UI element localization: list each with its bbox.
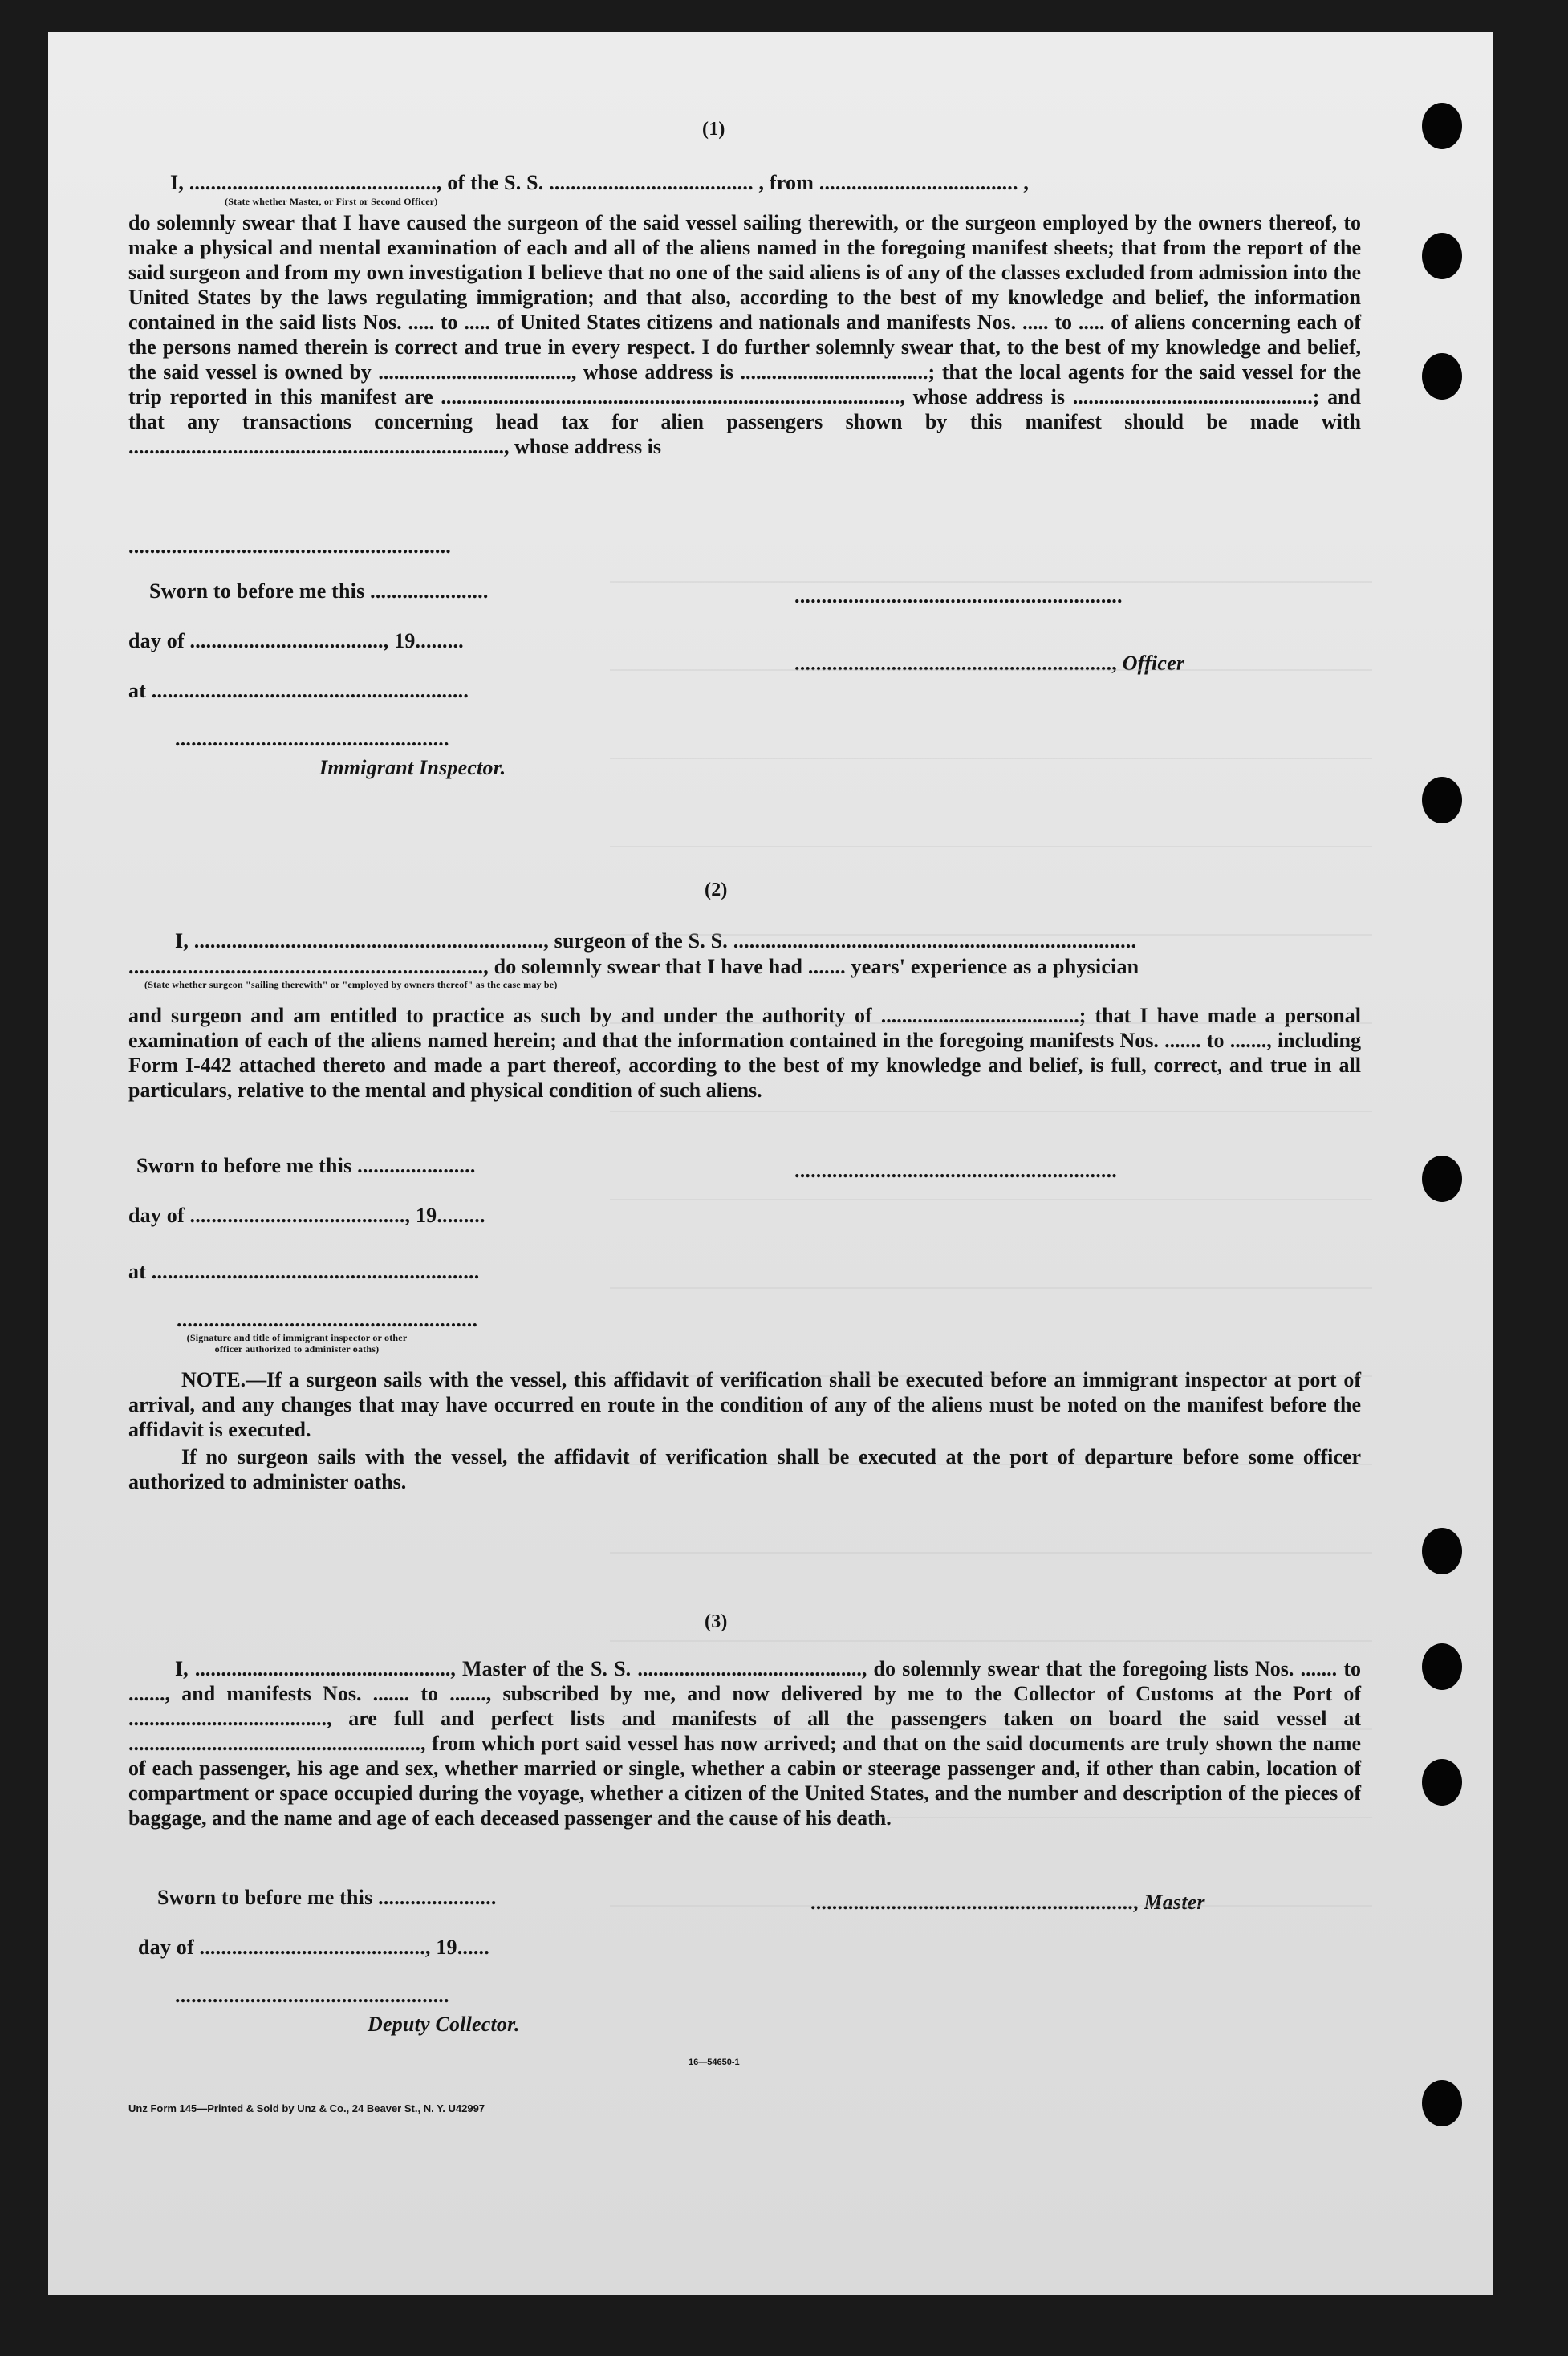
binder-hole: [1422, 777, 1462, 823]
section2-body: and surgeon and am entitled to practice as such by and under the authority of ......................................; that I have made a personal examination of each of the aliens named herein; and that the information contained in the foregoing manifests Nos. ....... to ......., including Form I-442 attached thereto and made a part thereof, according to the best of my knowledge and belief, is full, correct, and true in all particulars, relative to the mental and physical condition of such aliens.: [128, 1004, 1361, 1102]
form-code: 16—54650-1: [689, 2057, 740, 2067]
manifest-page: [48, 32, 1493, 2295]
bleed-through: [610, 546, 1372, 1990]
section1-sworn: Sworn to before me this ......................: [149, 579, 489, 603]
immigrant-inspector-label: Immigrant Inspector.: [319, 756, 506, 779]
no-surgeon-note-paragraph: If no surgeon sails with the vessel, the affidavit of verification shall be executed at the port of departure before some officer authorized to administer oaths.: [128, 1445, 1361, 1493]
printer-footer: Unz Form 145—Printed & Sold by Unz & Co., 24 Beaver St., N. Y. U42997: [128, 2102, 485, 2114]
surgeon-sworn-signature-line: ............................................................: [794, 1159, 1117, 1182]
section1-day: day of ...................................., 19.........: [128, 629, 464, 652]
officer-note: (State whether Master, or First or Second Officer): [225, 196, 438, 207]
binder-hole: [1422, 1528, 1462, 1574]
binder-hole: [1422, 103, 1462, 149]
master-signature: ............................................................, Master: [810, 1891, 1205, 1914]
section2-day: day of ........................................, 19.........: [128, 1204, 485, 1227]
binder-hole: [1422, 353, 1462, 400]
collector-signature-line: ...................................................: [175, 1984, 449, 2007]
officer-signature: ..........................................................., Officer: [794, 652, 1185, 675]
surgeon-note-paragraph: NOTE.—If a surgeon sails with the vessel, this affidavit of verification shall be executed before an immigrant inspector at port of arrival, and any changes that may have occurred en route in the condition of any of the aliens must be noted on the manifest before the affidavit is executed.: [128, 1368, 1361, 1441]
section2-line1: I, ................................................................., surgeon of the S. S. ...........................................................................: [175, 929, 1137, 953]
section1-at: at ...........................................................: [128, 679, 469, 702]
binder-hole: [1422, 1759, 1462, 1806]
section3-body: I, ................................................., Master of the S. S. ..........................................., do solemnly swear that the foregoing lists Nos. ....... to ......., and manifests Nos. ....... to ......., subscribed by me, and now delivered by me to the Collector of Customs at the Port of ......................................, are full and perfect lists and manifests of all the passengers taken on board the said vessel at ........................................................, from which port said vessel has now arrived; and that on the said documents are truly shown the name of each passenger, his age and sex, whether married or single, whether a cabin or steerage passenger and, if other than cabin, location of compartment or space occupied during the voyage, whether a citizen of the United States, and the number and description of the pieces of baggage, and the name and age of each deceased passenger and the cause of his death.: [128, 1657, 1361, 1830]
dotted-rule: ............................................................: [128, 534, 451, 558]
section2-number: (2): [705, 879, 728, 900]
inspector-signature-line: ...................................................: [175, 727, 449, 750]
section2-at: at .............................................................: [128, 1260, 480, 1283]
section1-line1: I, .............................................., of the S. S. ...................................... , from ..................................... ,: [170, 171, 1030, 194]
section2-line2: .................................................................., do solemnly swear that I have had ....... years' experience as a physician: [128, 955, 1139, 978]
officer-signature-line: .............................................................: [794, 584, 1123, 607]
binder-hole: [1422, 233, 1462, 279]
binder-hole: [1422, 1643, 1462, 1690]
binder-hole: [1422, 1156, 1462, 1202]
section2-signature-line: ........................................................: [177, 1308, 478, 1331]
binder-hole: [1422, 2080, 1462, 2126]
section3-day: day of .........................................., 19......: [138, 1936, 489, 1959]
surgeon-note: (State whether surgeon "sailing therewith" or "employed by owners thereof" as the case may be): [144, 979, 558, 990]
section2-sworn: Sworn to before me this ......................: [136, 1154, 476, 1177]
section3-sworn: Sworn to before me this ......................: [157, 1886, 497, 1909]
section1-body: do solemnly swear that I have caused the surgeon of the said vessel sailing therewith, or the surgeon employed by the owners thereof, to make a physical and mental examination of each and all of the aliens named in the foregoing manifest sheets; that from the report of the said surgeon and from my own investigation I believe that no one of the said aliens is of any of the classes excluded from admission into the United States by the laws regulating immigration; and that also, according to the best of my knowledge and belief, the information contained in the said lists Nos. ..... to ..... of United States citizens and nationals and manifests Nos. ..... to ..... of aliens concerning each of the persons named therein is correct and true in every respect. I do further solemnly swear that, to the best of my knowledge and belief, the said vessel is owned by ....................................., whose address is ....................................; that the local agents for the said vessel for the trip reported in this manifest are ........................................................................................, whose address is ..............................................; and that any transactions concerning head tax for alien passengers shown by this manifest should be made with ........................................................................, whose address is: [128, 211, 1361, 458]
deputy-collector-label: Deputy Collector.: [368, 2013, 520, 2036]
section1-number: (1): [702, 119, 725, 140]
signature-title-note: (Signature and title of immigrant inspector or other officer authorized to administer oaths): [186, 1332, 408, 1355]
section3-number: (3): [705, 1611, 728, 1632]
